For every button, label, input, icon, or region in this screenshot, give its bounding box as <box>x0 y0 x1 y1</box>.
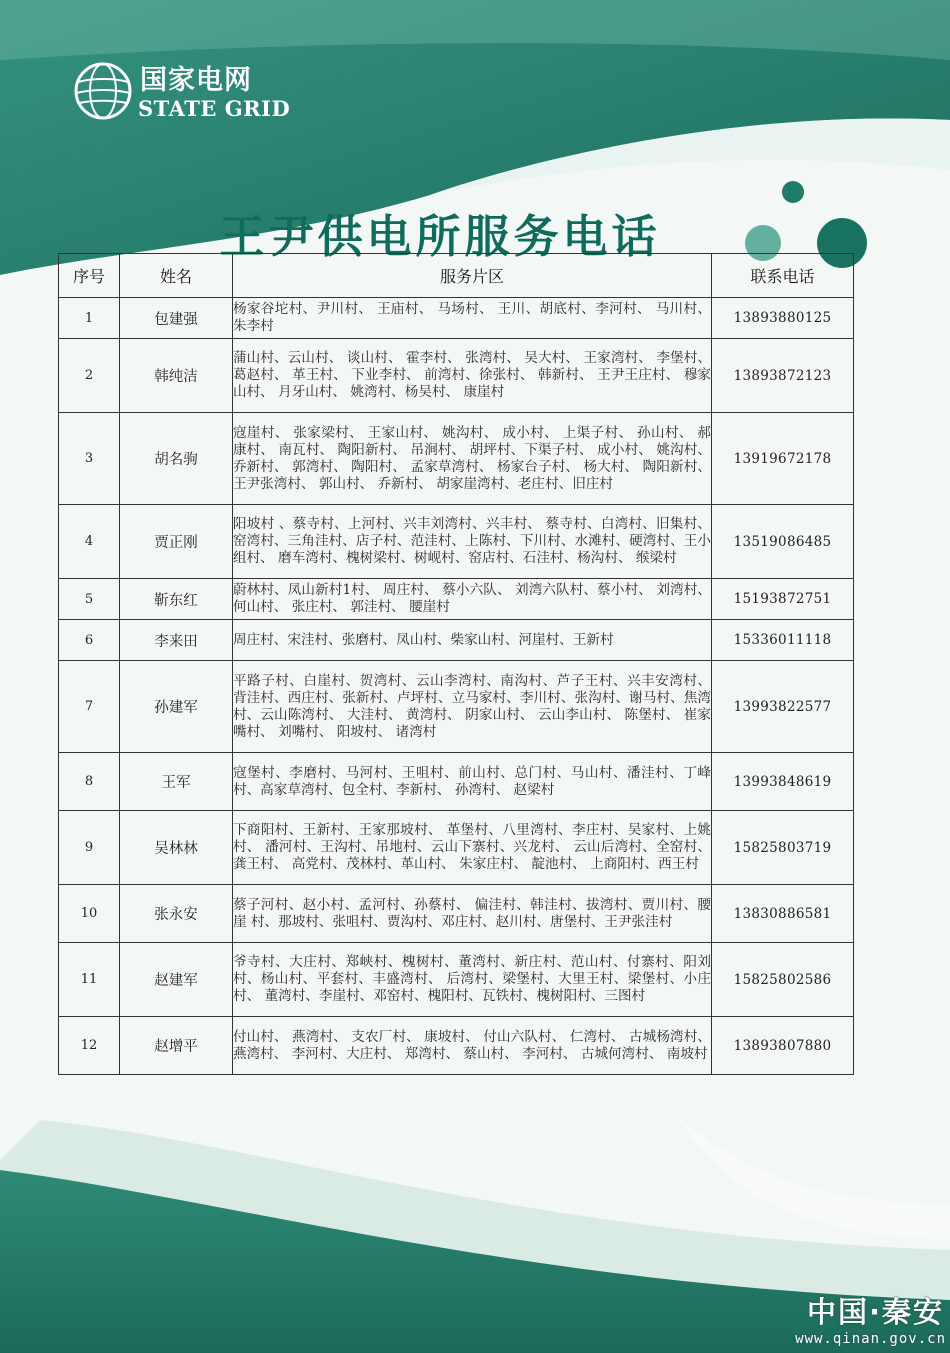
phone-number: 15825802586 <box>712 943 854 1017</box>
staff-name: 赵建军 <box>120 943 233 1017</box>
service-area: 蔡子河村、赵小村、孟河村、孙蔡村、 偏洼村、韩洼村、拔湾村、贾川村、腰崖 村、那坡村、张咀村、贾沟村、邓庄村、赵川村、唐堡村、王尹张洼村 <box>233 885 712 943</box>
logo-name-cn: 国家电网 <box>140 65 252 96</box>
row-number: 3 <box>59 413 120 505</box>
service-area: 周庄村、宋洼村、张磨村、凤山村、柴家山村、河崖村、王新村 <box>233 620 712 661</box>
table-row <box>59 753 854 811</box>
phone-number: 13993848619 <box>712 753 854 811</box>
row-number: 8 <box>59 753 120 811</box>
service-area: 平路子村、白崖村、贺湾村、云山李湾村、南沟村、芦子王村、兴丰安湾村、 背洼村、西庄村、张新村、卢坪村、立马家村、李川村、张沟村、谢马村、焦湾村、云山陈湾村、 大洼村、 黄湾村、 阴家山村、 云山李山村、 陈堡村、 崔家嘴村、 刘嘴村、 阳坡村、 诸湾村 <box>233 661 712 753</box>
table-row <box>59 505 854 579</box>
phone-number: 13830886581 <box>712 885 854 943</box>
page-title: 王尹供电所服务电话 <box>219 210 661 263</box>
service-area: 杨家谷坨村、尹川村、 王庙村、 马场村、 王川、胡底村、李河村、 马川村、朱李村 <box>233 298 712 339</box>
phone-number: 13893807880 <box>712 1017 854 1075</box>
state-grid-logo <box>70 58 310 128</box>
table-row <box>59 1017 854 1075</box>
watermark-text: 中国·秦安 <box>806 1295 944 1329</box>
phone-number: 15193872751 <box>712 579 854 620</box>
staff-name: 韩纯洁 <box>120 339 233 413</box>
globe-icon <box>72 60 134 122</box>
service-area: 阳坡村 、蔡寺村、上河村、兴丰刘湾村、兴丰村、 蔡寺村、白湾村、旧集村、窑湾村、三角洼村、店子村、范洼村、上陈村、下川村、水滩村、硬湾村、王小组村、 磨车湾村、槐树梁村、树岘村、窑店村、石洼村、杨沟村、 缑梁村 <box>233 505 712 579</box>
header-area: 服务片区 <box>233 254 712 298</box>
phone-number: 13893872123 <box>712 339 854 413</box>
row-number: 12 <box>59 1017 120 1075</box>
phone-number: 15336011118 <box>712 620 854 661</box>
header-name: 姓名 <box>120 254 233 298</box>
table-row <box>59 885 854 943</box>
service-area: 寇堡村、李磨村、马河村、王咀村、前山村、总门村、马山村、潘洼村、丁峰村、高家草湾村、包全村、李新村、 孙湾村、 赵梁村 <box>233 753 712 811</box>
table-row <box>59 661 854 753</box>
watermark-url: www.qinan.gov.cn <box>795 1331 946 1347</box>
table-header-row <box>59 254 854 298</box>
service-area: 下商阳村、王新村、王家那坡村、 革堡村、八里湾村、李庄村、吴家村、上姚村、 潘河村、王沟村、吊地村、云山下寨村、兴龙村、 云山后湾村、全窑村、 龚王村、 高党村、茂林村、革山村、 朱家庄村、 靛池村、 上商阳村、西王村 <box>233 811 712 885</box>
table-row <box>59 811 854 885</box>
table-row <box>59 413 854 505</box>
staff-name: 靳东红 <box>120 579 233 620</box>
header-phone: 联系电话 <box>712 254 854 298</box>
phone-number: 13893880125 <box>712 298 854 339</box>
row-number: 10 <box>59 885 120 943</box>
row-number: 6 <box>59 620 120 661</box>
staff-name: 吴林林 <box>120 811 233 885</box>
service-table <box>58 253 854 1075</box>
row-number: 2 <box>59 339 120 413</box>
table-row <box>59 620 854 661</box>
phone-number: 13919672178 <box>712 413 854 505</box>
service-area: 蒲山村、云山村、 谈山村、 霍李村、 张湾村、 吴大村、 王家湾村、 李堡村、 葛赵村、 革王村、 下业李村、 前湾村、徐张村、 韩新村、 王尹王庄村、 穆家山村、 月牙山村、 姚湾村、杨吴村、 康崖村 <box>233 339 712 413</box>
phone-number: 13519086485 <box>712 505 854 579</box>
row-number: 9 <box>59 811 120 885</box>
staff-name: 孙建军 <box>120 661 233 753</box>
staff-name: 包建强 <box>120 298 233 339</box>
staff-name: 赵增平 <box>120 1017 233 1075</box>
logo-name-en: STATE GRID <box>138 96 291 121</box>
table-row <box>59 298 854 339</box>
table-row <box>59 943 854 1017</box>
staff-name: 贾正刚 <box>120 505 233 579</box>
staff-name: 王军 <box>120 753 233 811</box>
staff-name: 李来田 <box>120 620 233 661</box>
row-number: 4 <box>59 505 120 579</box>
row-number: 11 <box>59 943 120 1017</box>
service-area: 爷寺村、大庄村、郑峡村、槐树村、董湾村、新庄村、范山村、付寨村、阳刘村、杨山村、平套村、丰盛湾村、 后湾村、梁堡村、大里王村、梁堡村、小庄村、 董湾村、李崖村、邓窑村、槐阳村、瓦铁村、槐树阳村、三图村 <box>233 943 712 1017</box>
row-number: 7 <box>59 661 120 753</box>
header-no: 序号 <box>59 254 120 298</box>
service-area: 付山村、 燕湾村、 支农厂村、 康坡村、 付山六队村、 仁湾村、 古城杨湾村、 燕湾村、 李河村、大庄村、 郑湾村、 蔡山村、 李河村、 古城何湾村、 南坡村 <box>233 1017 712 1075</box>
phone-number: 15825803719 <box>712 811 854 885</box>
staff-name: 张永安 <box>120 885 233 943</box>
row-number: 5 <box>59 579 120 620</box>
row-number: 1 <box>59 298 120 339</box>
table-row <box>59 339 854 413</box>
phone-number: 13993822577 <box>712 661 854 753</box>
service-area: 寇崖村、 张家梁村、 王家山村、 姚沟村、 成小村、 上渠子村、 孙山村、 郝康村、 南瓦村、 陶阳新村、 吊涧村、 胡坪村、下渠子村、 成小村、 姚沟村、 乔新村、 郭湾村、 陶阳村、 孟家草湾村、 杨家台子村、 杨大村、 陶阳新村、 王尹张湾村、 郭山村、 乔新村、 胡家崖湾村、老庄村、旧庄村 <box>233 413 712 505</box>
table-row <box>59 579 854 620</box>
staff-name: 胡名驹 <box>120 413 233 505</box>
service-area: 蔚林村、凤山新村1村、 周庄村、 蔡小六队、 刘湾六队村、蔡小村、 刘湾村、 何山村、 张庄村、 郭洼村、 腰崖村 <box>233 579 712 620</box>
